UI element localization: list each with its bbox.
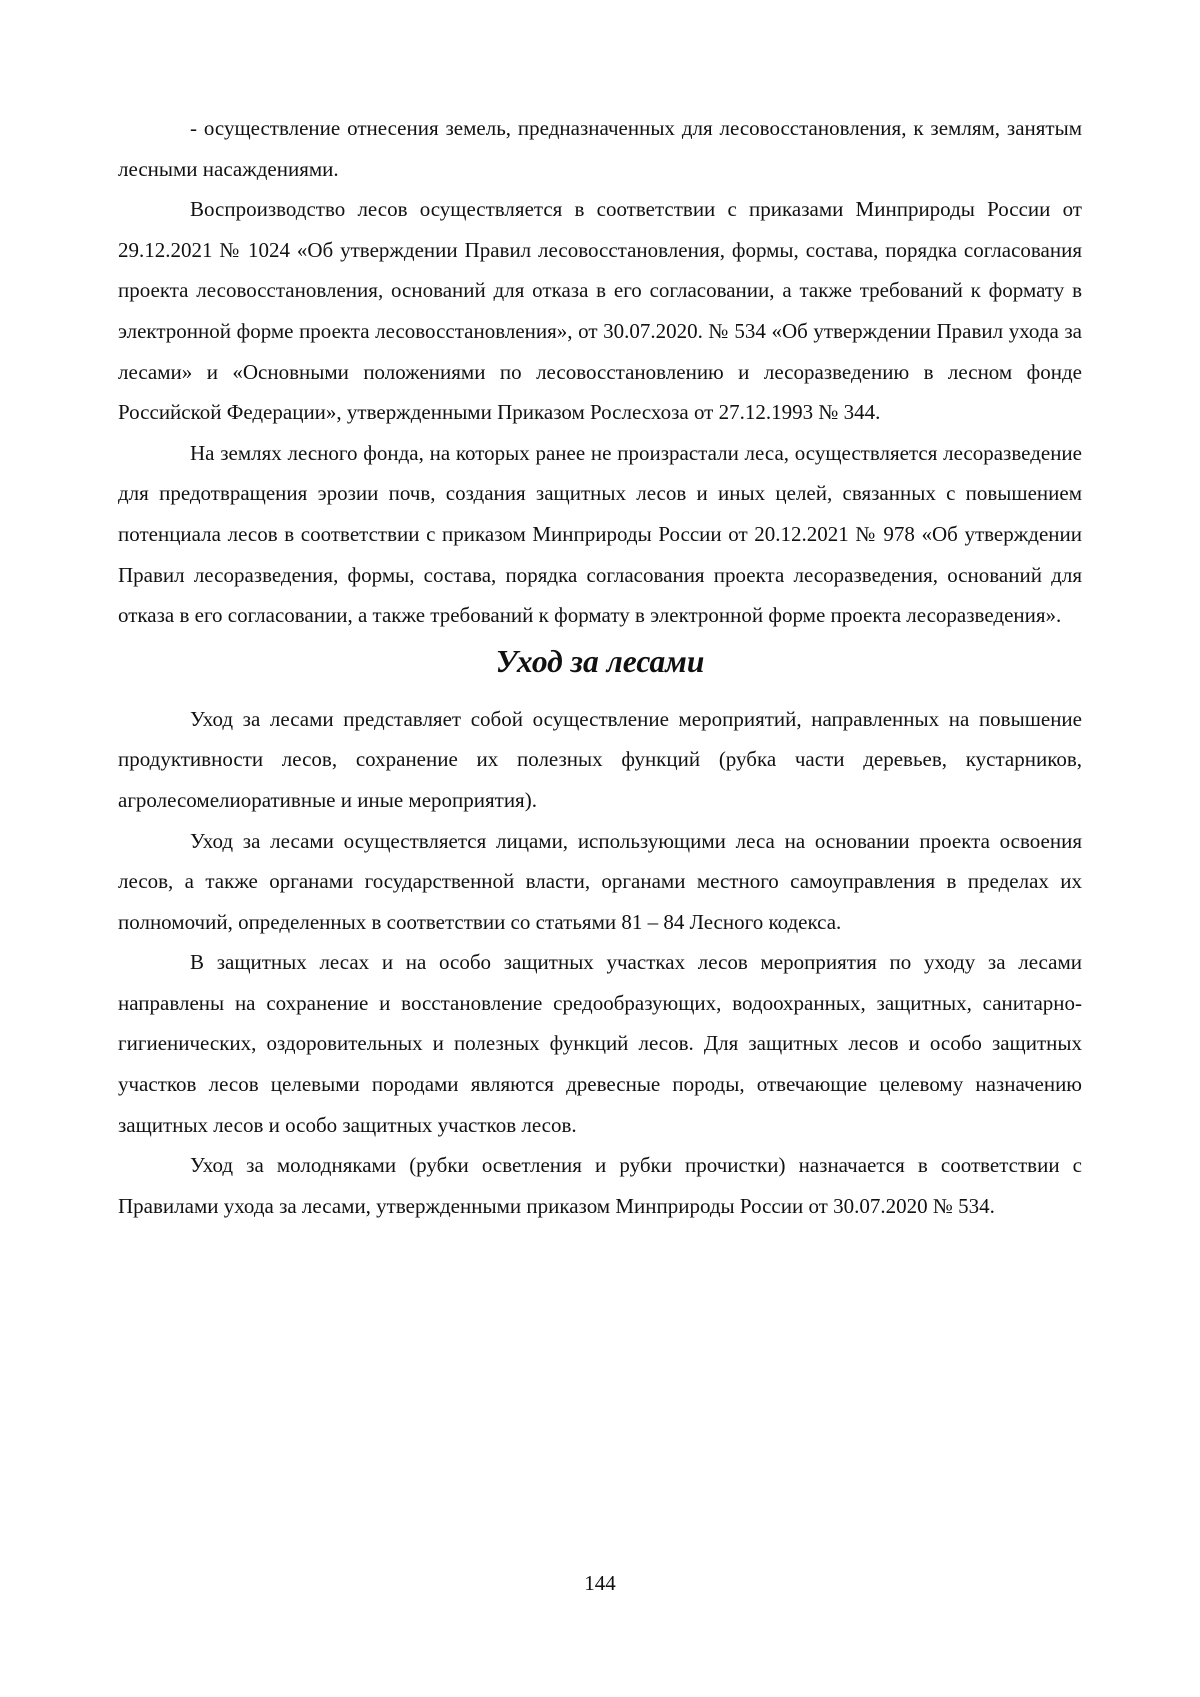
paragraph-protective-forests: В защитных лесах и на особо защитных участках лесов мероприятия по уходу за лесами направлены на сохранение и восстановление средообразующих, водоохранных, защитных, санитарно-гигиенических, оздоровительных и полезных функций лесов. Для защитных лесов и особо защитных участков лесов целевыми породами являются древесные породы, отвечающие целевому назначению защитных лесов и особо защитных участков лесов. [118, 950, 1082, 1137]
paragraph-forest-care-definition: Уход за лесами представляет собой осуществление мероприятий, направленных на повышение продуктивности лесов, сохранение их полезных функций (рубка части деревьев, кустарников, агролесомелиоративные и иные мероприятия). [118, 706, 1082, 812]
document-body [118, 108, 1082, 1226]
paragraph-young-stands-care: Уход за молодняками (рубки осветления и рубки прочистки) назначается в соответствии с Правилами ухода за лесами, утвержденными приказом Минприроды России от 30.07.2020 № 534. [118, 1153, 1082, 1218]
paragraph-land-assignment: - осуществление отнесения земель, предназначенных для лесовосстановления, к землям, занятым лесными насаждениями. [118, 116, 1082, 181]
section-heading: Уход за лесами [495, 643, 705, 679]
page-number: 144 [584, 1571, 616, 1595]
paragraph-forest-reproduction: Воспроизводство лесов осуществляется в соответствии с приказами Минприроды России от 29.12.2021 № 1024 «Об утверждении Правил лесовосстановления, формы, состава, порядка согласования проекта лесовосстановления, оснований для отказа в его согласовании, а также требований к формату в электронной форме проекта лесовосстановления», от 30.07.2020. № 534 «Об утверждении Правил ухода за лесами» и «Основными положениями по лесовосстановлению и лесоразведению в лесном фонде Российской Федерации», утвержденными Приказом Рослесхоза от 27.12.1993 № 344. [118, 197, 1082, 425]
paragraph-forest-care-actors: Уход за лесами осуществляется лицами, использующими леса на основании проекта освоения лесов, а также органами государственной власти, органами местного самоуправления в пределах их полномочий, определенных в соответствии со статьями 81 – 84 Лесного кодекса. [118, 828, 1082, 934]
paragraph-afforestation: На землях лесного фонда, на которых ранее не произрастали леса, осуществляется лесоразведение для предотвращения эрозии почв, создания защитных лесов и иных целей, связанных с повышением потенциала лесов в соответствии с приказом Минприроды России от 20.12.2021 № 978 «Об утверждении Правил лесоразведения, формы, состава, порядка согласования проекта лесоразведения, оснований для отказа в его согласовании, а также требований к формату в электронной форме проекта лесоразведения». [118, 440, 1082, 628]
